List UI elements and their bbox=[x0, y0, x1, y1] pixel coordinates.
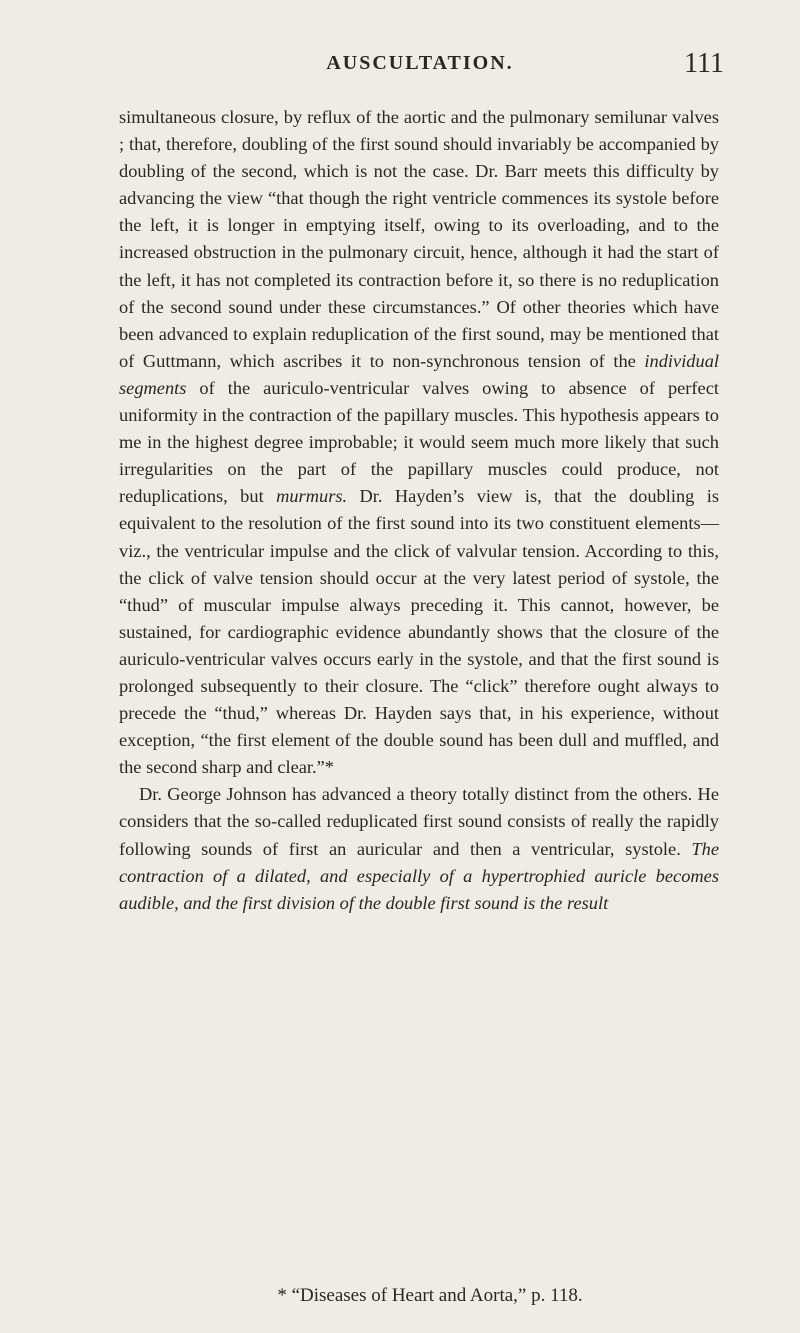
text-segment: Dr. George Johnson has advanced a theory totally distinct from the others. He considers that the so-called reduplicated first sound consists of really the rapidly following sounds of first an auricular and then a ventricular, systole. bbox=[119, 784, 719, 859]
text-segment: of the auriculo-ventricular valves owing to absence of perfect uniformity in the contraction of the papillary muscles. This hypothesis appears to me in the highest degree improbable; it would seem much more likely that such irregularities on the part of the papillary muscles could produce, not reduplications, but bbox=[119, 377, 719, 507]
page-header bbox=[120, 48, 724, 86]
body-text bbox=[119, 104, 719, 917]
page-number: 111 bbox=[684, 48, 724, 79]
italic-segment: individual segments bbox=[119, 350, 719, 398]
paragraph bbox=[119, 781, 719, 916]
italic-segment: murmurs. bbox=[276, 486, 348, 507]
text-segment: simultaneous closure, by reflux of the aortic and the pulmonary semilunar valves ; that, therefore, doubling of the first sound should invariably be accompanied by doubling of the second, which is not the case. Dr. Barr meets this difficulty by advancing the view “that though the right ventricle commences its systole before the left, it is longer in emptying itself, owing to its overloading, and to the increased obstruction in the pulmonary circuit, hence, although it had the start of the left, it has not completed its contraction before it, so there is no reduplication of the second sound under these circumstances.” Of other theories which have been advanced to explain reduplication of the first sound, may be mentioned that of Guttmann, which ascribes it to non-synchronous tension of the bbox=[119, 107, 719, 371]
text-segment: Dr. Hayden’s view is, that the doubling is equivalent to the resolution of the first sound into its two constituent elements—viz., the ventricular impulse and the click of valvular tension. According to this, the click of valve tension should occur at the very latest period of systole, the “thud” of muscular impulse always preceding it. This cannot, however, be sustained, for cardiographic evidence abundantly shows that the closure of the auriculo-ventricular valves occurs early in the systole, and that the first sound is prolonged subsequently to their closure. The “click” therefore ought always to precede the “thud,” whereas Dr. Hayden says that, in his experience, without exception, “the first element of the double sound has been dull and muffled, and the second sharp and clear.”* bbox=[119, 486, 720, 778]
footnote: * “Diseases of Heart and Aorta,” p. 118. bbox=[277, 1285, 583, 1306]
running-head: AUSCULTATION. bbox=[326, 52, 514, 74]
italic-segment: The contraction of a dilated, and especially of a hypertrophied auricle becomes audible, and the first division of the double first sound is the result bbox=[119, 838, 719, 913]
paragraph bbox=[119, 104, 719, 781]
